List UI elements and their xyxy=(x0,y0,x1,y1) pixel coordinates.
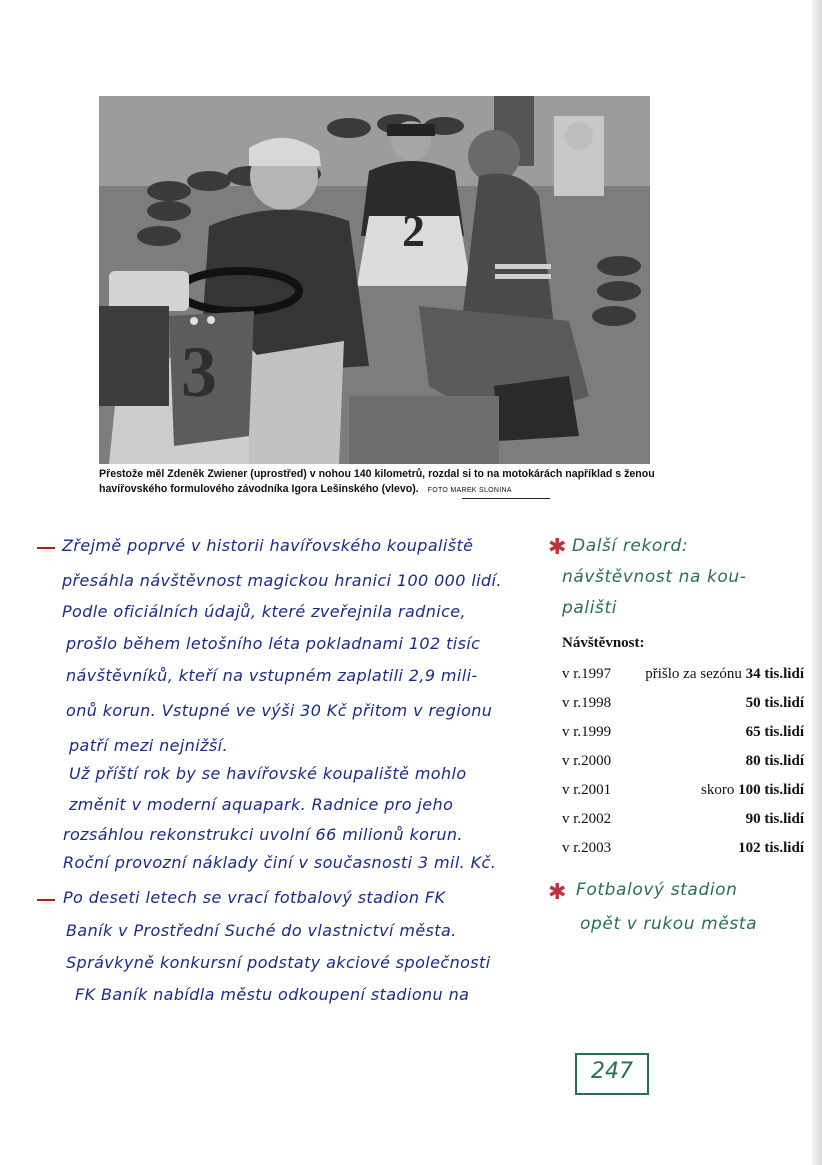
stat-value: 102 tis.lidí xyxy=(738,840,804,856)
side-note-line: pališti xyxy=(562,598,618,618)
note-line: onů korun. Vstupné ve výši 30 Kč přitom v regionu xyxy=(66,701,493,720)
side-note-line: Další rekord: xyxy=(572,536,689,556)
kart-number-3: 3 xyxy=(181,332,217,412)
side-note-line: Fotbalový stadion xyxy=(576,880,738,900)
stat-year: v r.1997 xyxy=(562,666,612,682)
stat-year: v r.2001 xyxy=(562,782,612,798)
stat-row xyxy=(562,666,804,686)
newspaper-photo xyxy=(99,96,650,464)
side-note-line: opět v rukou města xyxy=(580,914,758,934)
stat-row xyxy=(562,753,804,773)
caption-underline xyxy=(462,498,550,499)
note-line: Po deseti letech se vrací fotbalový stadion FK xyxy=(63,888,446,907)
stat-row xyxy=(562,724,804,744)
stat-year: v r.2000 xyxy=(562,753,612,769)
stats-title: Návštěvnost: xyxy=(562,635,645,651)
note-line: FK Baník nabídla městu odkoupení stadionu na xyxy=(75,985,470,1004)
stat-value: 90 tis.lidí xyxy=(745,811,804,827)
note-line: prošlo během letošního léta pokladnami 102 tisíc xyxy=(66,634,481,653)
note-line: Správkyně konkursní podstaty akciové společnosti xyxy=(66,953,491,972)
kart-number-2: 2 xyxy=(402,205,425,256)
stat-value: přišlo za sezónu 34 tis.lidí xyxy=(645,666,804,682)
stat-row xyxy=(562,840,804,860)
note-line: Podle oficiálních údajů, které zveřejnila radnice, xyxy=(62,602,467,621)
stat-row xyxy=(562,811,804,831)
bullet-dash xyxy=(37,547,55,549)
note-line: přesáhla návštěvnost magickou hranici 100 000 lidí. xyxy=(62,571,502,590)
stat-year: v r.1999 xyxy=(562,724,612,740)
asterisk-mark-icon: ✱ xyxy=(548,535,567,560)
note-line: změnit v moderní aquapark. Radnice pro jeho xyxy=(69,795,454,814)
stat-row xyxy=(562,782,804,802)
side-note-line: návštěvnost na kou- xyxy=(562,567,747,587)
note-line: Zřejmě poprvé v historii havířovského koupaliště xyxy=(62,536,474,555)
note-line: Už příští rok by se havířovské koupaliště mohlo xyxy=(69,764,467,783)
stat-row xyxy=(562,695,804,715)
note-line: Roční provozní náklady činí v současnosti 3 mil. Kč. xyxy=(63,853,497,872)
stat-year: v r.1998 xyxy=(562,695,612,711)
scan-edge xyxy=(812,0,822,1165)
page-number: 247 xyxy=(591,1059,633,1084)
note-line: návštěvníků, kteří na vstupném zaplatili 2,9 mili- xyxy=(66,666,478,685)
bullet-dash xyxy=(37,899,55,901)
stat-value: skoro 100 tis.lidí xyxy=(701,782,804,798)
stat-value: 50 tis.lidí xyxy=(745,695,804,711)
asterisk-mark-icon: ✱ xyxy=(548,880,567,905)
photo-caption xyxy=(99,467,659,498)
note-line: rozsáhlou rekonstrukci uvolní 66 milionů korun. xyxy=(63,825,463,844)
photo-credit: FOTO MAREK SLONINA xyxy=(427,487,512,494)
stat-value: 80 tis.lidí xyxy=(745,753,804,769)
stat-value: 65 tis.lidí xyxy=(745,724,804,740)
stat-year: v r.2002 xyxy=(562,811,612,827)
caption-text: Přestože měl Zdeněk Zwiener (uprostřed) v nohou 140 kilometrů, rozdal si to na motokárách například s ženou havířovského formulového závodníka Igora Lešinského (vlevo). xyxy=(99,468,655,495)
note-line: patří mezi nejnižší. xyxy=(69,736,228,755)
stat-year: v r.2003 xyxy=(562,840,612,856)
note-line: Baník v Prostřední Suché do vlastnictví města. xyxy=(66,921,457,940)
